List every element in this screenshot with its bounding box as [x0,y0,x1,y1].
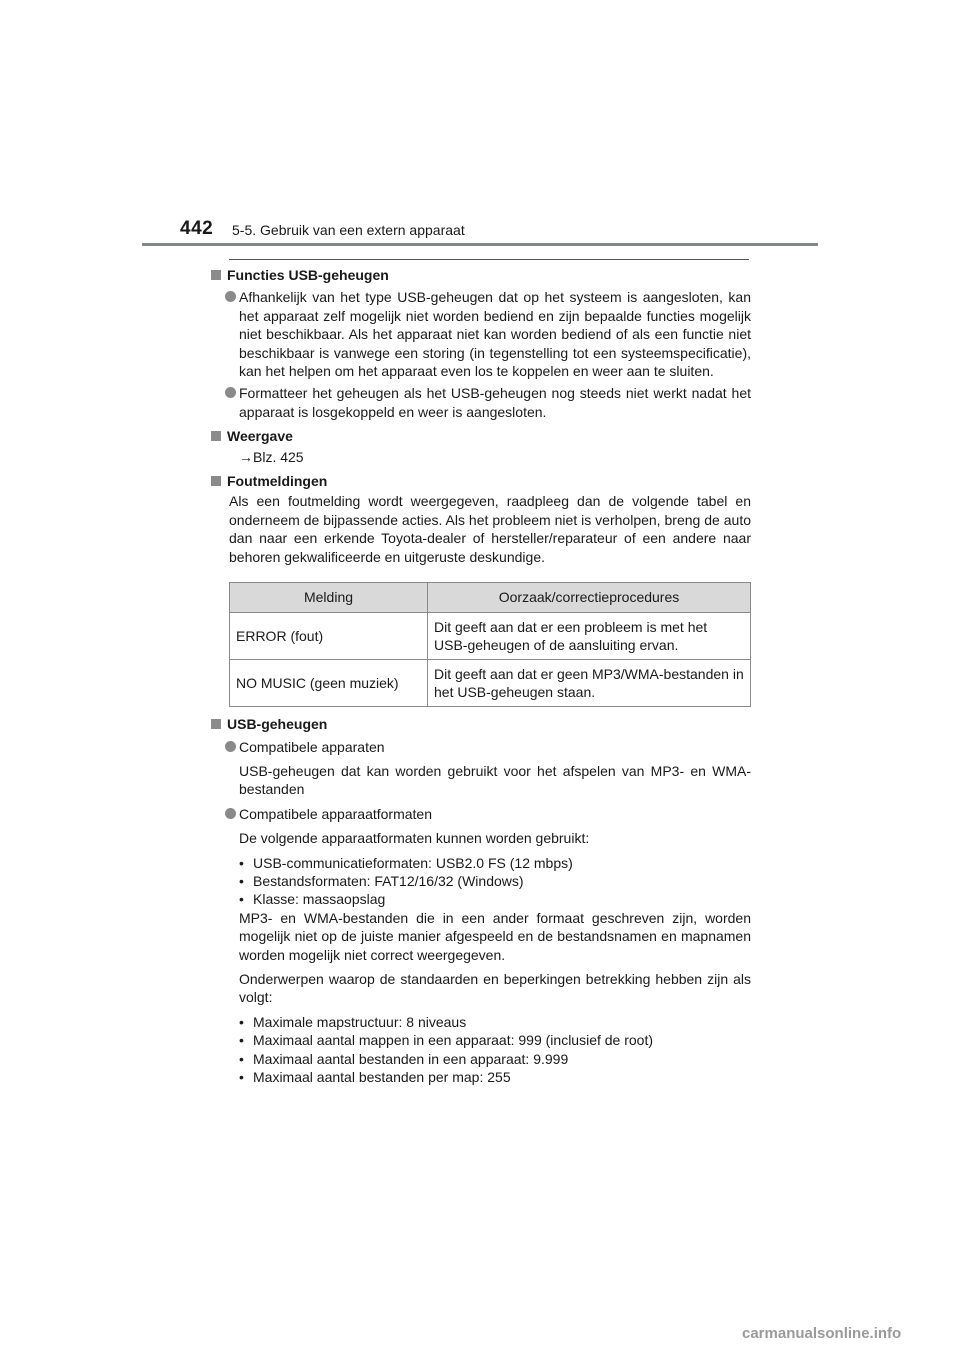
heading-text: USB-geheugen [227,716,328,733]
square-bullet-icon [211,476,221,486]
list-item-text: Maximaal aantal mappen in een apparaat: 999 (inclusief de root) [253,1032,654,1049]
section-title: 5-5. Gebruik van een extern apparaat [232,222,465,238]
table-cell-melding: ERROR (fout) [230,613,428,660]
square-bullet-icon [211,270,221,280]
list-item: • Maximaal aantal mappen in een apparaat: 999 (inclusief de root) [239,1032,654,1049]
bullet-item [211,288,751,380]
table-cell-oorzaak: Dit geeft aan dat er een probleem is met het USB-geheugen of de aansluiting ervan. [428,613,751,660]
list-item: • Maximaal aantal bestanden per map: 255 [239,1069,511,1085]
paragraph: Als een foutmelding wordt weergegeven, raadpleeg dan de volgende tabel en onderneem de bijpassende acties. Als het probleem niet is verholpen, breng de auto dan naar een erkende Toyota-dealer of hersteller/reparateur of een andere naar behoren gekwalificeerde en uitgeruste deskundige. [229,493,751,565]
table-header-oorzaak: Oorzaak/correctieprocedures [428,583,751,613]
list-item-text: USB-communicatieformaten: USB2.0 FS (12 mbps) [253,854,573,871]
list-item-text: Maximaal aantal bestanden per map: 255 [253,1069,511,1085]
bullet-text: Compatibele apparaatformaten [239,805,433,822]
table-row [230,613,751,660]
list-item: • Maximaal aantal bestanden in een apparaat: 9.999 [239,1050,569,1067]
page-reference: →Blz. 425 [239,448,304,465]
content-divider [229,259,749,260]
circle-bullet-icon [225,808,236,819]
list-item: • Maximale mapstructuur: 8 niveaus [239,1013,467,1030]
format-list [211,854,751,909]
heading-foutmeldingen [211,472,751,490]
watermark: carmanualsonline.info [742,1325,902,1342]
page-header [0,0,960,250]
header-divider [142,243,818,246]
heading-text: Weergave [227,428,293,445]
list-item: • Klasse: massaopslag [239,891,386,908]
table-row [230,660,751,707]
heading-usb-geheugen [211,715,751,733]
list-item-text: Klasse: massaopslag [253,891,386,908]
heading-functies [211,266,751,284]
paragraph: Onderwerpen waarop de standaarden en beperkingen betrekking hebben zijn als volgt: [239,970,751,1006]
list-item: • Bestandsformaten: FAT12/16/32 (Windows) [239,872,524,889]
square-bullet-icon [211,431,221,441]
circle-bullet-icon [225,387,236,398]
bullet-item [211,805,751,823]
list-item-text: Maximaal aantal bestanden in een apparaat: 9.999 [253,1050,569,1067]
bullet-text: Afhankelijk van het type USB-geheugen dat op het systeem is aangesloten, kan het apparaat zelf mogelijk niet worden bediend en zijn bepaalde functies mogelijk niet beschikbaar. Als het apparaat niet kan worden bediend of als een functie niet beschikbaar is vanwege een storing (in tegenstelling tot een systeemspecificatie), kan het helpen om het apparaat even los te koppelen en weer aan te sluiten. [239,289,751,380]
table-header-row [230,583,751,613]
list-item-text: Maximale mapstructuur: 8 niveaus [253,1013,467,1030]
list-item-text: Bestandsformaten: FAT12/16/32 (Windows) [253,872,524,889]
page-number: 442 [180,218,214,239]
paragraph: MP3- en WMA-bestanden die in een ander formaat geschreven zijn, worden mogelijk niet op de juiste manier afgespeeld en de bestandsnamen en mapnamen worden mogelijk niet correct weergegeven. [239,909,751,963]
paragraph: De volgende apparaatformaten kunnen worden gebruikt: [239,830,590,847]
bullet-item [211,738,751,756]
limits-list [211,1013,751,1087]
table-header-melding: Melding [230,583,428,613]
table-cell-melding: NO MUSIC (geen muziek) [230,660,428,707]
heading-weergave [211,427,751,445]
bullet-item [211,384,751,421]
error-table [229,582,751,707]
circle-bullet-icon [225,291,236,302]
paragraph: USB-geheugen dat kan worden gebruikt voor het afspelen van MP3- en WMA-bestanden [239,762,751,798]
page-content [211,266,751,1086]
table-cell-oorzaak: Dit geeft aan dat er geen MP3/WMA-bestanden in het USB-geheugen staan. [428,660,751,707]
circle-bullet-icon [225,741,236,752]
heading-text: Functies USB-geheugen [227,267,389,283]
bullet-text: Formatteer het geheugen als het USB-geheugen nog steeds niet werkt nadat het apparaat is losgekoppeld en weer is aangesloten. [239,385,751,420]
list-item: • USB-communicatieformaten: USB2.0 FS (12 mbps) [239,854,573,871]
heading-text: Foutmeldingen [227,473,328,490]
square-bullet-icon [211,719,221,729]
bullet-text: Compatibele apparaten [239,738,385,755]
